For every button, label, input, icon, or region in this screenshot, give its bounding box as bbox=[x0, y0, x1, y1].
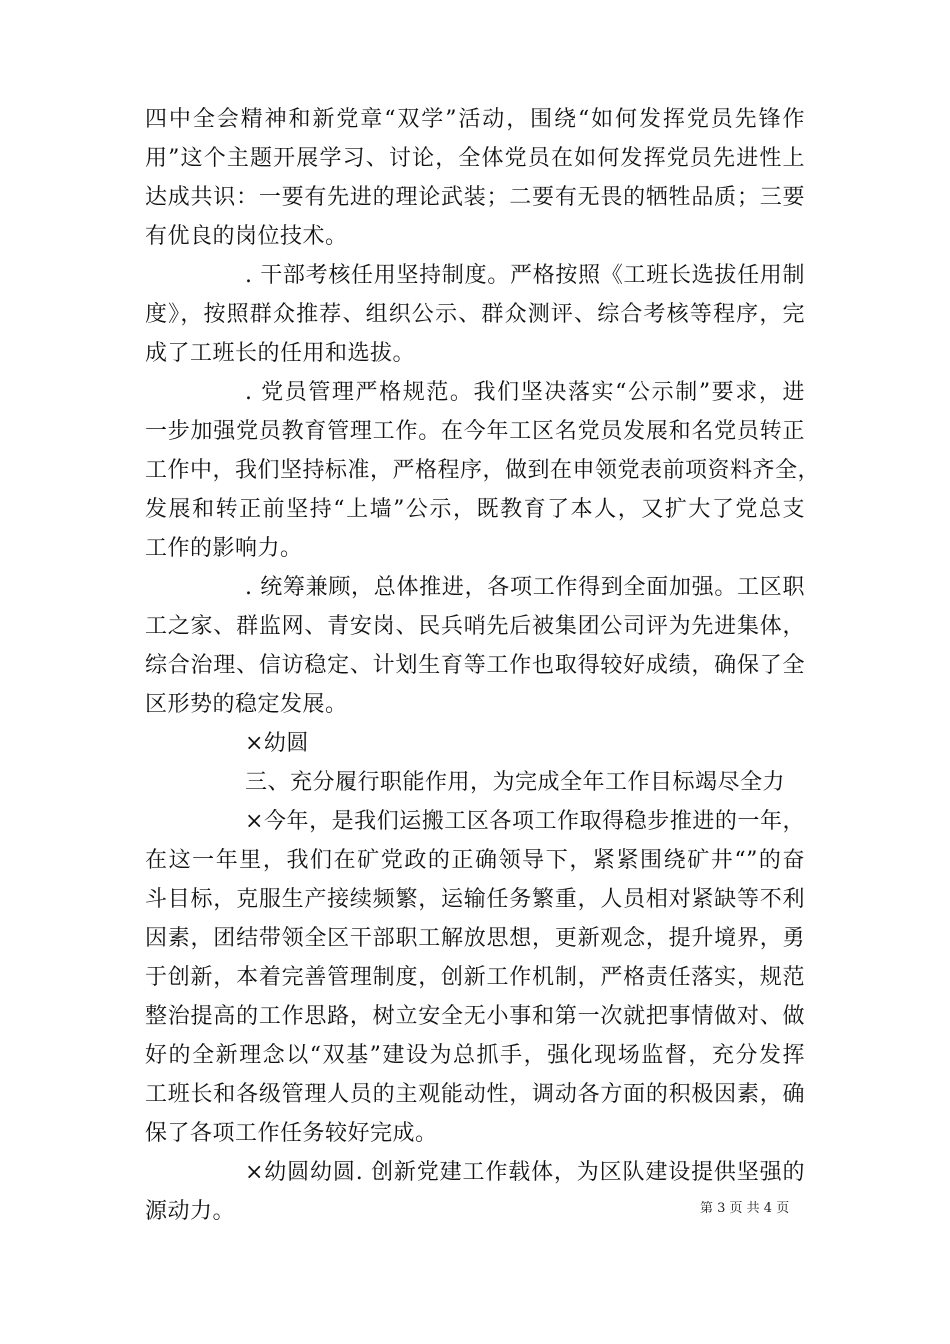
text-line: . 党员管理严格规范。我们坚决落实“公示制”要求，进 bbox=[245, 380, 805, 405]
text-line: 在这一年里，我们在矿党政的正确领导下，紧紧围绕矿井“”的奋 bbox=[145, 848, 805, 873]
text-line: 工作的影响力。 bbox=[145, 536, 303, 561]
text-line: 一步加强党员教育管理工作。在今年工区名党员发展和名党员转正 bbox=[145, 419, 805, 444]
text-line: . 干部考核任用坚持制度。严格按照《工班长选拔任用制 bbox=[245, 263, 805, 288]
text-line: 工之家、群监网、青安岗、民兵哨先后被集团公司评为先进集体， bbox=[145, 614, 805, 639]
text-line: 综合治理、信访稳定、计划生育等工作也取得较好成绩，确保了全 bbox=[145, 653, 805, 678]
section-heading: 三、充分履行职能作用，为完成全年工作目标竭尽全力 bbox=[245, 770, 786, 795]
text-line: 保了各项工作任务较好完成。 bbox=[145, 1121, 438, 1146]
text-line: 度》，按照群众推荐、组织公示、群众测评、综合考核等程序，完 bbox=[145, 302, 805, 327]
text-line: ×今年，是我们运搬工区各项工作取得稳步推进的一年， bbox=[245, 809, 805, 834]
text-line: 区形势的稳定发展。 bbox=[145, 692, 348, 717]
text-line: 工班长和各级管理人员的主观能动性，调动各方面的积极因素，确 bbox=[145, 1082, 805, 1107]
page-number: 第 3 页 共 4 页 bbox=[700, 1201, 790, 1216]
text-line: 达成共识：一要有先进的理论武装；二要有无畏的牺牲品质；三要 bbox=[145, 185, 805, 210]
text-line: . 统筹兼顾，总体推进，各项工作得到全面加强。工区职 bbox=[245, 575, 805, 600]
text-line: 整治提高的工作思路，树立安全无小事和第一次就把事情做对、做 bbox=[145, 1004, 805, 1029]
body-text bbox=[145, 100, 821, 1231]
text-line: 因素，团结带领全区干部职工解放思想，更新观念，提升境界，勇 bbox=[145, 926, 805, 951]
text-line: ×幼圆幼圆. 创新党建工作载体，为区队建设提供坚强的 bbox=[245, 1160, 805, 1185]
text-line: 于创新，本着完善管理制度，创新工作机制，严格责任落实，规范 bbox=[145, 965, 805, 990]
text-line: 发展和转正前坚持“上墙”公示，既教育了本人，又扩大了党总支 bbox=[145, 497, 805, 522]
text-line: 源动力。 bbox=[145, 1199, 236, 1224]
text-line: 好的全新理念以“双基”建设为总抓手，强化现场监督，充分发挥 bbox=[145, 1043, 805, 1068]
text-line: ×幼圆 bbox=[245, 731, 309, 756]
text-line: 有优良的岗位技术。 bbox=[145, 224, 348, 249]
text-line: 工作中，我们坚持标准，严格程序，做到在申领党表前项资料齐全， bbox=[145, 458, 821, 483]
text-line: 用”这个主题开展学习、讨论，全体党员在如何发挥党员先进性上 bbox=[145, 146, 805, 171]
text-line: 成了工班长的任用和选拔。 bbox=[145, 341, 416, 366]
text-line: 四中全会精神和新党章“双学”活动，围绕“如何发挥党员先锋作 bbox=[145, 107, 805, 132]
text-line: 斗目标，克服生产接续频繁，运输任务繁重，人员相对紧缺等不利 bbox=[145, 887, 805, 912]
